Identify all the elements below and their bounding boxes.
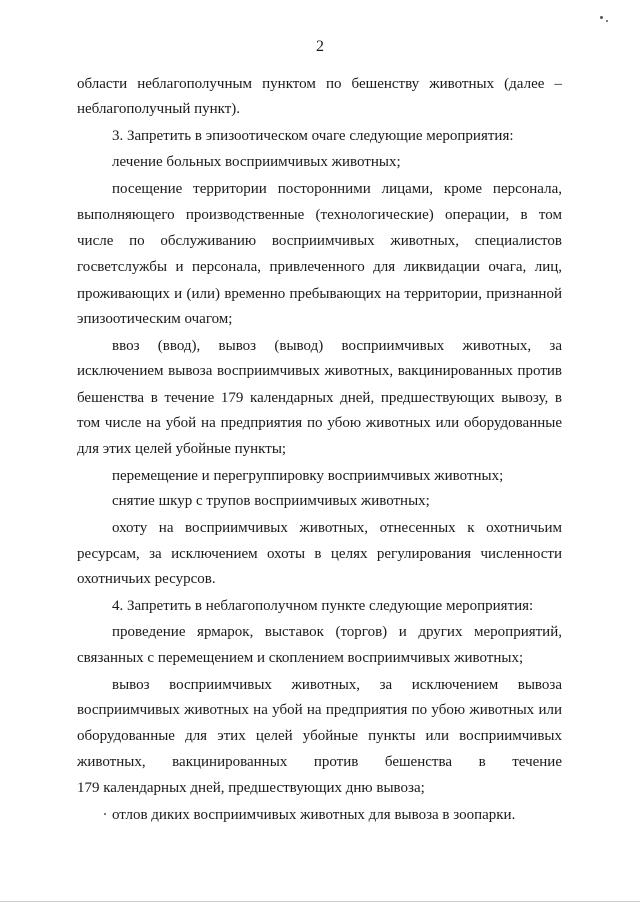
text-line: снятие шкур с трупов восприимчивых животных;	[112, 493, 430, 509]
text-line: ресурсам, за исключением охоты в целях регулирования численности	[77, 546, 562, 562]
text-line: проживающих и (или) временно пребывающих на территории, признанной	[77, 286, 562, 302]
text-line: 179 календарных дней, предшествующих дню вывоза;	[77, 780, 425, 796]
text-line: перемещение и перегруппировку восприимчивых животных;	[112, 468, 504, 484]
text-line: неблагополучный пункт).	[77, 101, 241, 117]
text-line: охоту на восприимчивых животных, отнесенных к охотничьим	[112, 520, 562, 536]
page-bottom-edge	[0, 901, 640, 902]
text-line: восприимчивых животных на убой на предприятия по убою животных или	[77, 702, 562, 718]
page-number: 2	[316, 38, 324, 55]
text-line: связанных с перемещением и скоплением восприимчивых животных;	[77, 650, 524, 666]
text-line: отлов диких восприимчивых животных для вывоза в зоопарки.	[112, 807, 516, 823]
scan-speck	[104, 813, 106, 815]
text-line: бешенства в течение 179 календарных дней, предшествующих вывозу, в	[77, 390, 562, 406]
text-line: 4. Запретить в неблагополучном пункте следующие мероприятия:	[112, 598, 534, 614]
scan-speck	[600, 16, 603, 19]
text-line: для этих целей убойные пункты;	[77, 441, 287, 457]
scan-speck	[606, 20, 608, 22]
text-line: области неблагополучным пунктом по бешенству животных (далее –	[77, 76, 562, 92]
text-line: посещение территории посторонними лицами, кроме персонала,	[112, 181, 562, 197]
text-line: выполняющего производственные (технологические) операции, в том	[77, 207, 562, 223]
text-line: числе по обслуживанию восприимчивых животных, специалистов	[77, 233, 562, 249]
text-line: оборудованные для этих целей убойные пункты или восприимчивых	[77, 728, 562, 744]
text-line: эпизоотическим очагом;	[77, 311, 233, 327]
text-line: госветслужбы и персонала, привлеченного для ликвидации очага, лиц,	[77, 259, 562, 275]
text-line: вывоз восприимчивых животных, за исключением вывоза	[112, 677, 562, 693]
text-line: проведение ярмарок, выставок (торгов) и других мероприятий,	[112, 624, 562, 640]
text-line: лечение больных восприимчивых животных;	[112, 154, 401, 170]
text-line: 3. Запретить в эпизоотическом очаге следующие мероприятия:	[112, 128, 514, 144]
text-line: животных, вакцинированных против бешенства в течение	[77, 754, 562, 770]
text-line: охотничьих ресурсов.	[77, 571, 216, 587]
text-line: ввоз (ввод), вывоз (вывод) восприимчивых животных, за	[112, 338, 562, 354]
text-line: том числе на убой на предприятия по убою животных или оборудованные	[77, 415, 562, 431]
text-line: исключением вывоза восприимчивых животных, вакцинированных против	[77, 363, 562, 379]
